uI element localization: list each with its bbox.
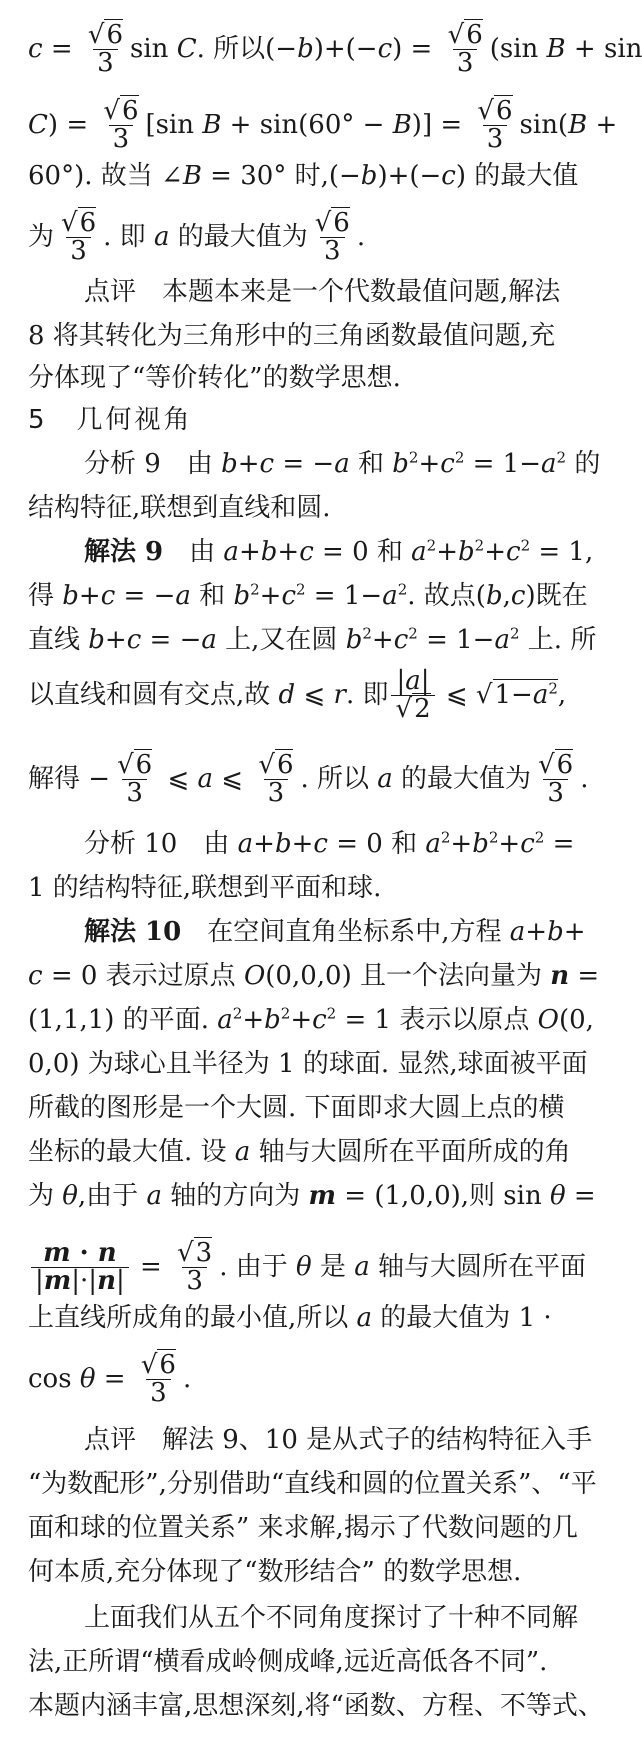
section-heading: 5 几何视角 bbox=[28, 405, 193, 435]
text-line: (1,1,1) 的平面. $a^2+b^2+c^2 = 1$ 表示以原点 O(0, bbox=[28, 1004, 594, 1035]
fraction: $\frac{√6}{3}$ bbox=[447, 20, 483, 79]
text-line: 得 b+c = −a 和 $b^2+c^2 = 1-a^2$. 故点(b,c)既在 bbox=[28, 580, 588, 611]
text-line: 点评 解法 9、10 是从式子的结构特征入手 bbox=[84, 1425, 593, 1455]
text-line: 60°). 故当 ∠B = 30° 时,(−b)+(−c) 的最大值 bbox=[28, 161, 579, 191]
text-line: 上直线所成角的最小值,所以 a 的最大值为 1 · bbox=[28, 1303, 552, 1333]
text-line: 坐标的最大值. 设 a 轴与大圆所在平面所成的角 bbox=[28, 1137, 571, 1167]
text-line: 何本质,充分体现了“数形结合” 的数学思想. bbox=[28, 1557, 522, 1587]
text-line: $\frac{m \cdot n}{|m|\cdot|n|}$ = $\frac{√3}{3}$ . 由于 θ 是 a 轴与大圆所在平面 bbox=[28, 1240, 586, 1296]
fraction: $\frac{√6}{3}$ bbox=[314, 208, 350, 267]
text-line: 直线 b+c = −a 上,又在圆 $b^2+c^2 = 1-a^2$ 上. 所 bbox=[28, 624, 597, 655]
text-line: 分体现了“等价转化”的数学思想. bbox=[28, 363, 401, 393]
text-line: “为数配形”,分别借助“直线和圆的位置关系”、“平 bbox=[28, 1469, 597, 1499]
text-line: 解法 9 由 a+b+c = 0 和 $a^2+b^2+c^2 = 1$, bbox=[84, 536, 594, 567]
fraction: $\frac{√6}{3}$ bbox=[258, 750, 294, 809]
text-line: c = $\frac{√6}{3}$ sin C. 所以(−b)+(−c) = $\frac{√6}{3}$ (sin B + sin bbox=[28, 20, 642, 79]
text-line: 解得 − $\frac{√6}{3}$ ⩽ a ⩽ $\frac{√6}{3}$ . 所以 a 的最大值为 $\frac{√6}{3}$ . bbox=[28, 750, 589, 809]
fraction: $\frac{√6}{3}$ bbox=[103, 96, 139, 155]
fraction: $\frac{√6}{3}$ bbox=[87, 20, 124, 79]
text-line: 面和球的位置关系” 来求解,揭示了代数问题的几 bbox=[28, 1513, 578, 1543]
text-line: 8 将其转化为三角形中的三角函数最值问题,充 bbox=[28, 321, 556, 351]
text-line: 结构特征,联想到直线和圆. bbox=[28, 493, 331, 523]
text-line: 为 $\frac{√6}{3}$ . 即 a 的最大值为 $\frac{√6}{3}$ . bbox=[28, 208, 366, 267]
text-line: 上面我们从五个不同角度探讨了十种不同解 bbox=[84, 1603, 579, 1633]
text-line: C) = $\frac{√6}{3}$ [sin B + sin(60° − B)] = $\frac{√6}{3}$ sin(B + bbox=[28, 96, 618, 155]
fraction: $\frac{√6}{3}$ bbox=[140, 1350, 176, 1409]
text-line: 法,正所谓“横看成岭侧成峰,远近高低各不同”. bbox=[28, 1647, 548, 1677]
text-line: 分析 10 由 a+b+c = 0 和 $a^2+b^2+c^2$ = bbox=[84, 828, 575, 859]
fraction: $\frac{√3}{3}$ bbox=[177, 1238, 213, 1297]
text-line: 0,0) 为球心且半径为 1 的球面. 显然,球面被平面 bbox=[28, 1049, 588, 1079]
fraction: $\frac{√6}{3}$ bbox=[117, 750, 153, 809]
fraction: $\frac{m \cdot n}{|m|\cdot|n|}$ bbox=[31, 1240, 129, 1296]
text-line: 本题内涵丰富,思想深刻,将“函数、方程、不等式、 bbox=[28, 1691, 604, 1721]
fraction: $\frac{√6}{3}$ bbox=[477, 96, 513, 155]
text-line: 解法 10 在空间直角坐标系中,方程 a+b+ bbox=[84, 917, 586, 947]
text-line: 分析 9 由 b+c = −a 和 $b^2+c^2 = 1-a^2$ 的 bbox=[84, 448, 601, 479]
text-line: 为 θ,由于 a 轴的方向为 m = (1,0,0),则 sin θ = bbox=[28, 1181, 596, 1211]
text-line: 所截的图形是一个大圆. 下面即求大圆上点的横 bbox=[28, 1093, 565, 1123]
fraction: $\frac{√6}{3}$ bbox=[538, 750, 574, 809]
fraction: $\frac{√6}{3}$ bbox=[61, 208, 97, 267]
text-line: 以直线和圆有交点,故 d ⩽ r. 即 $\frac{|a|}{√2}$ ⩽ $√1-a^2$, bbox=[28, 666, 567, 725]
text-line: 1 的结构特征,联想到平面和球. bbox=[28, 873, 382, 903]
text-line: c = 0 表示过原点 O(0,0,0) 且一个法向量为 n = bbox=[28, 961, 600, 991]
text-line: 点评 本题本来是一个代数最值问题,解法 bbox=[84, 277, 561, 307]
text-line: cos θ = $\frac{√6}{3}$ . bbox=[28, 1350, 192, 1409]
fraction: $\frac{|a|}{√2}$ bbox=[391, 668, 434, 724]
